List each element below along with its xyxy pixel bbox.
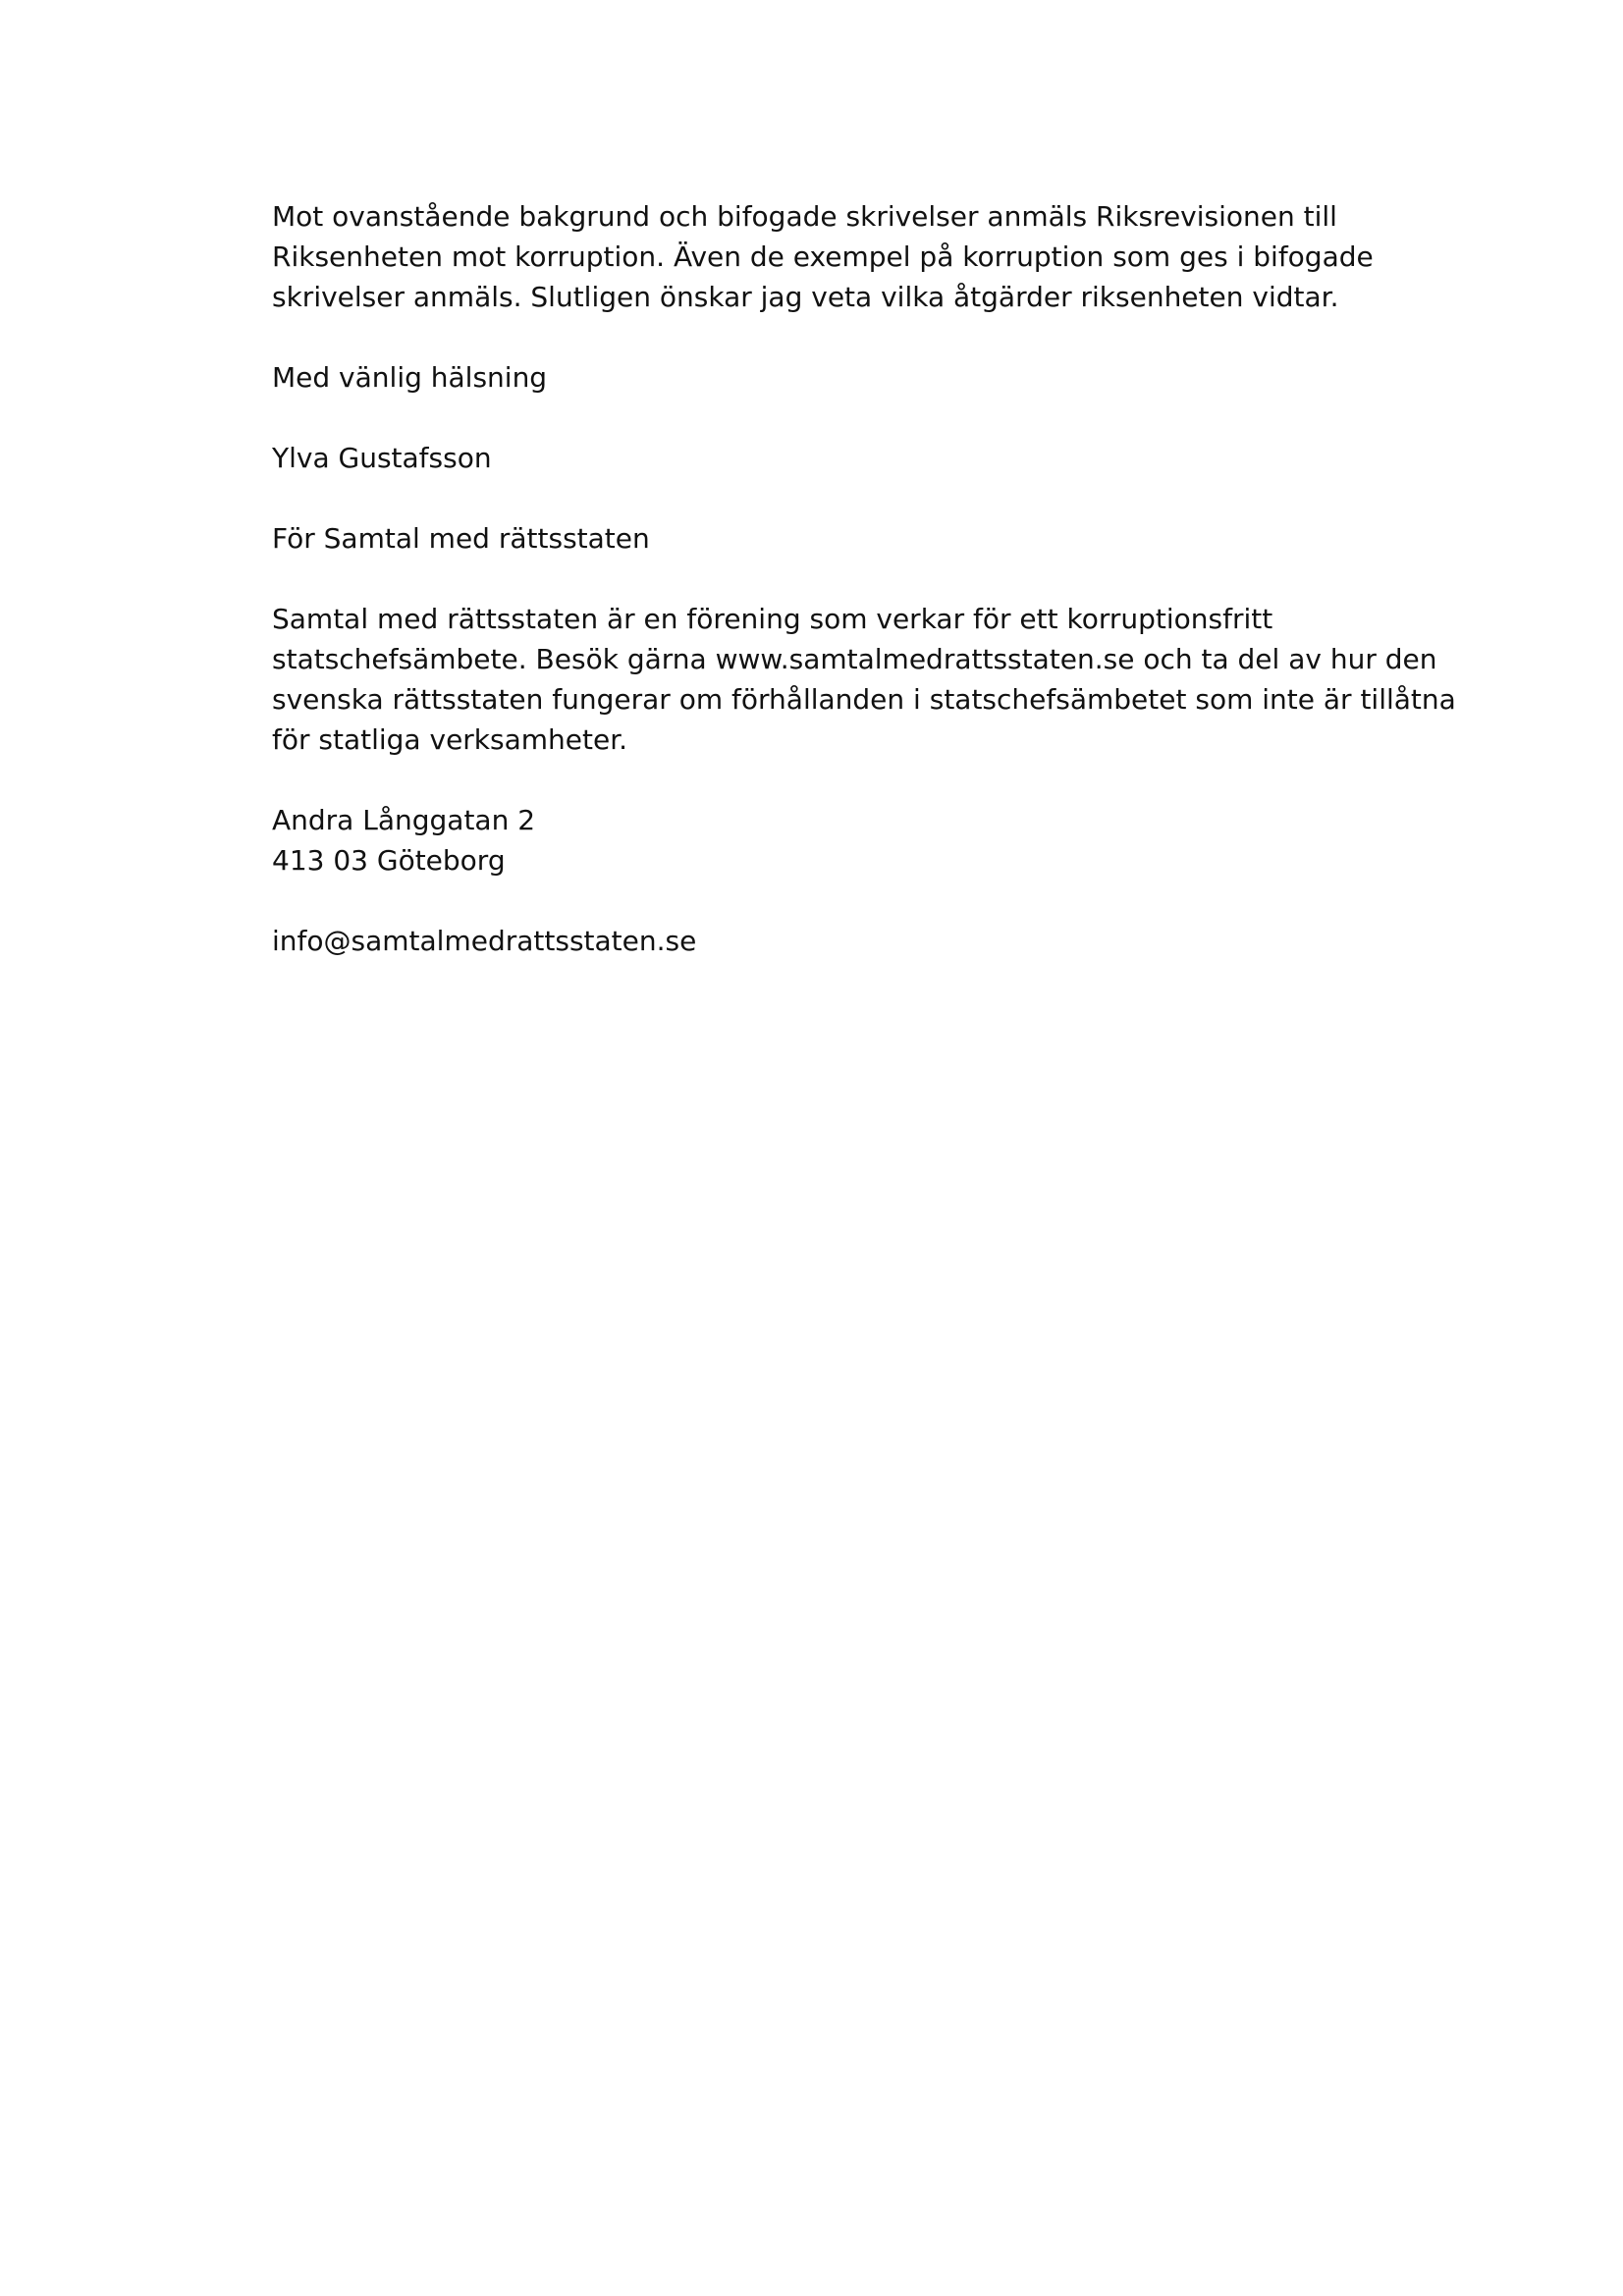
- paragraph-line: svenska rättsstaten fungerar om förhållanden i statschefsämbetet som inte är tillåtna: [272, 683, 1456, 716]
- greeting-text: Med vänlig hälsning: [272, 361, 548, 394]
- paragraph-line: Riksenheten mot korruption. Även de exempel på korruption som ges i bifogade: [272, 240, 1374, 273]
- contact-email: [272, 921, 1431, 961]
- email-address: info@samtalmedrattsstaten.se: [272, 925, 697, 957]
- report-paragraph: [272, 196, 1431, 317]
- street-address: Andra Långgatan 2: [272, 804, 536, 836]
- postal-code-city: 413 03 Göteborg: [272, 844, 506, 877]
- postal-address: [272, 800, 1431, 881]
- signature: [272, 438, 1431, 478]
- paragraph-line: Samtal med rättsstaten är en förening som verkar för ett korruptionsfritt: [272, 603, 1273, 635]
- signer-name: Ylva Gustafsson: [272, 442, 492, 474]
- paragraph-line: Mot ovanstående bakgrund och bifogade skrivelser anmäls Riksrevisionen till: [272, 200, 1337, 233]
- paragraph-line: för statliga verksamheter.: [272, 723, 628, 756]
- organization-description: [272, 599, 1456, 760]
- paragraph-line: statschefsämbete. Besök gärna www.samtalmedrattsstaten.se och ta del av hur den: [272, 643, 1437, 675]
- on-behalf-of-text: För Samtal med rättsstaten: [272, 522, 650, 555]
- organization-line: [272, 518, 1431, 559]
- paragraph-line: skrivelser anmäls. Slutligen önskar jag veta vilka åtgärder riksenheten vidtar.: [272, 281, 1339, 313]
- letter-body: [272, 196, 1456, 1001]
- closing-greeting: [272, 357, 1431, 398]
